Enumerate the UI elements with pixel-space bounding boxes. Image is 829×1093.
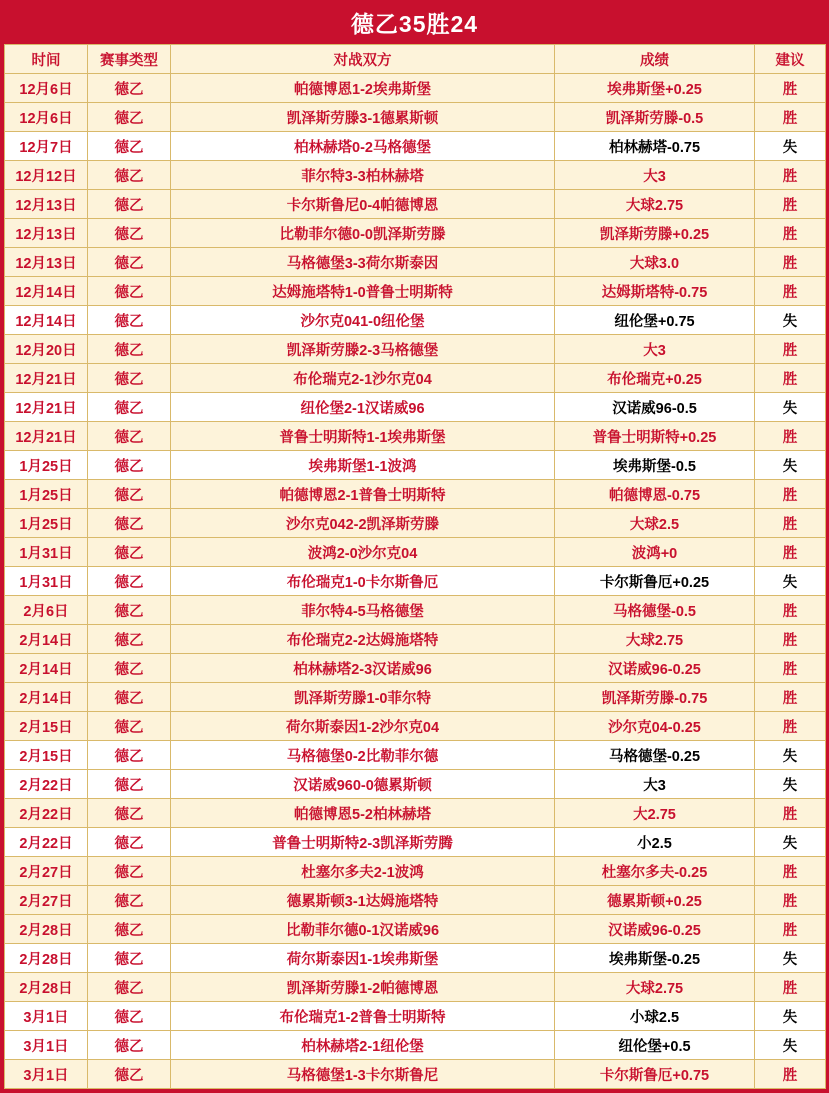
cell-advice: 胜 bbox=[755, 190, 826, 219]
cell-advice: 失 bbox=[755, 567, 826, 596]
table-row bbox=[5, 741, 826, 770]
cell-advice: 胜 bbox=[755, 364, 826, 393]
column-header-date: 时间 bbox=[5, 45, 88, 74]
cell-score: 大3 bbox=[555, 335, 755, 364]
cell-score: 埃弗斯堡+0.25 bbox=[555, 74, 755, 103]
cell-date: 12月14日 bbox=[5, 306, 88, 335]
cell-match: 普鲁士明斯特1-1埃弗斯堡 bbox=[171, 422, 555, 451]
cell-match: 布伦瑞克2-2达姆施塔特 bbox=[171, 625, 555, 654]
cell-date: 12月20日 bbox=[5, 335, 88, 364]
cell-advice: 胜 bbox=[755, 538, 826, 567]
cell-type: 德乙 bbox=[88, 944, 171, 973]
cell-date: 12月14日 bbox=[5, 277, 88, 306]
cell-match: 埃弗斯堡1-1波鸿 bbox=[171, 451, 555, 480]
cell-advice: 失 bbox=[755, 306, 826, 335]
cell-match: 帕德博恩5-2柏林赫塔 bbox=[171, 799, 555, 828]
cell-advice: 失 bbox=[755, 132, 826, 161]
cell-match: 柏林赫塔2-3汉诺威96 bbox=[171, 654, 555, 683]
cell-type: 德乙 bbox=[88, 1031, 171, 1060]
cell-match: 普鲁士明斯特2-3凯泽斯劳腾 bbox=[171, 828, 555, 857]
cell-advice: 胜 bbox=[755, 915, 826, 944]
cell-match: 帕德博恩1-2埃弗斯堡 bbox=[171, 74, 555, 103]
cell-advice: 胜 bbox=[755, 219, 826, 248]
cell-match: 沙尔克042-2凯泽斯劳滕 bbox=[171, 509, 555, 538]
cell-match: 达姆施塔特1-0普鲁士明斯特 bbox=[171, 277, 555, 306]
cell-date: 12月21日 bbox=[5, 393, 88, 422]
cell-match: 比勒菲尔德0-1汉诺威96 bbox=[171, 915, 555, 944]
cell-match: 凯泽斯劳滕1-2帕德博恩 bbox=[171, 973, 555, 1002]
cell-match: 布伦瑞克2-1沙尔克04 bbox=[171, 364, 555, 393]
cell-match: 荷尔斯泰因1-2沙尔克04 bbox=[171, 712, 555, 741]
cell-score: 大球2.75 bbox=[555, 973, 755, 1002]
cell-advice: 胜 bbox=[755, 857, 826, 886]
table-row bbox=[5, 770, 826, 799]
cell-score: 凯泽斯劳滕-0.5 bbox=[555, 103, 755, 132]
table-row bbox=[5, 132, 826, 161]
cell-type: 德乙 bbox=[88, 973, 171, 1002]
cell-score: 纽伦堡+0.5 bbox=[555, 1031, 755, 1060]
cell-type: 德乙 bbox=[88, 596, 171, 625]
cell-type: 德乙 bbox=[88, 74, 171, 103]
cell-date: 2月15日 bbox=[5, 741, 88, 770]
cell-date: 1月31日 bbox=[5, 567, 88, 596]
cell-type: 德乙 bbox=[88, 625, 171, 654]
column-header-score: 成绩 bbox=[555, 45, 755, 74]
cell-score: 马格德堡-0.5 bbox=[555, 596, 755, 625]
cell-date: 2月14日 bbox=[5, 654, 88, 683]
cell-type: 德乙 bbox=[88, 132, 171, 161]
cell-match: 布伦瑞克1-2普鲁士明斯特 bbox=[171, 1002, 555, 1031]
table-row bbox=[5, 654, 826, 683]
cell-advice: 失 bbox=[755, 741, 826, 770]
table-body bbox=[5, 74, 826, 1089]
cell-advice: 胜 bbox=[755, 509, 826, 538]
cell-score: 埃弗斯堡-0.25 bbox=[555, 944, 755, 973]
cell-score: 德累斯顿+0.25 bbox=[555, 886, 755, 915]
cell-type: 德乙 bbox=[88, 451, 171, 480]
cell-advice: 失 bbox=[755, 770, 826, 799]
cell-advice: 胜 bbox=[755, 103, 826, 132]
cell-advice: 胜 bbox=[755, 683, 826, 712]
column-header-match: 对战双方 bbox=[171, 45, 555, 74]
table-row bbox=[5, 1031, 826, 1060]
table-row bbox=[5, 625, 826, 654]
cell-type: 德乙 bbox=[88, 799, 171, 828]
table-row bbox=[5, 364, 826, 393]
cell-score: 大2.75 bbox=[555, 799, 755, 828]
cell-date: 12月7日 bbox=[5, 132, 88, 161]
cell-date: 2月14日 bbox=[5, 625, 88, 654]
cell-date: 2月28日 bbox=[5, 944, 88, 973]
results-table bbox=[4, 44, 826, 1089]
cell-score: 卡尔斯鲁厄+0.75 bbox=[555, 1060, 755, 1089]
cell-match: 柏林赫塔2-1纽伦堡 bbox=[171, 1031, 555, 1060]
cell-score: 埃弗斯堡-0.5 bbox=[555, 451, 755, 480]
table-row bbox=[5, 538, 826, 567]
cell-match: 卡尔斯鲁尼0-4帕德博恩 bbox=[171, 190, 555, 219]
cell-advice: 失 bbox=[755, 1002, 826, 1031]
table-row bbox=[5, 596, 826, 625]
column-header-type: 赛事类型 bbox=[88, 45, 171, 74]
cell-score: 汉诺威96-0.5 bbox=[555, 393, 755, 422]
cell-type: 德乙 bbox=[88, 161, 171, 190]
cell-advice: 胜 bbox=[755, 886, 826, 915]
cell-advice: 失 bbox=[755, 944, 826, 973]
cell-date: 3月1日 bbox=[5, 1031, 88, 1060]
cell-date: 12月21日 bbox=[5, 422, 88, 451]
table-row bbox=[5, 248, 826, 277]
cell-date: 2月22日 bbox=[5, 828, 88, 857]
table-row bbox=[5, 219, 826, 248]
table-row bbox=[5, 944, 826, 973]
table-header bbox=[5, 45, 826, 74]
table-row bbox=[5, 567, 826, 596]
cell-match: 马格德堡0-2比勒菲尔德 bbox=[171, 741, 555, 770]
cell-match: 沙尔克041-0纽伦堡 bbox=[171, 306, 555, 335]
cell-date: 12月13日 bbox=[5, 190, 88, 219]
cell-score: 小2.5 bbox=[555, 828, 755, 857]
table-row bbox=[5, 161, 826, 190]
cell-date: 12月6日 bbox=[5, 103, 88, 132]
cell-type: 德乙 bbox=[88, 509, 171, 538]
cell-date: 3月1日 bbox=[5, 1002, 88, 1031]
cell-type: 德乙 bbox=[88, 393, 171, 422]
cell-match: 德累斯顿3-1达姆施塔特 bbox=[171, 886, 555, 915]
cell-type: 德乙 bbox=[88, 915, 171, 944]
cell-match: 马格德堡1-3卡尔斯鲁尼 bbox=[171, 1060, 555, 1089]
cell-score: 达姆斯塔特-0.75 bbox=[555, 277, 755, 306]
cell-match: 菲尔特3-3柏林赫塔 bbox=[171, 161, 555, 190]
cell-advice: 失 bbox=[755, 1031, 826, 1060]
cell-type: 德乙 bbox=[88, 306, 171, 335]
cell-type: 德乙 bbox=[88, 480, 171, 509]
cell-date: 3月1日 bbox=[5, 1060, 88, 1089]
cell-type: 德乙 bbox=[88, 886, 171, 915]
cell-score: 大3 bbox=[555, 161, 755, 190]
cell-type: 德乙 bbox=[88, 857, 171, 886]
cell-advice: 胜 bbox=[755, 799, 826, 828]
cell-date: 2月14日 bbox=[5, 683, 88, 712]
cell-date: 2月6日 bbox=[5, 596, 88, 625]
cell-type: 德乙 bbox=[88, 422, 171, 451]
cell-type: 德乙 bbox=[88, 103, 171, 132]
table-row bbox=[5, 886, 826, 915]
cell-advice: 失 bbox=[755, 828, 826, 857]
cell-advice: 胜 bbox=[755, 596, 826, 625]
cell-date: 1月31日 bbox=[5, 538, 88, 567]
cell-score: 小球2.5 bbox=[555, 1002, 755, 1031]
cell-date: 2月28日 bbox=[5, 973, 88, 1002]
cell-date: 12月6日 bbox=[5, 74, 88, 103]
cell-type: 德乙 bbox=[88, 538, 171, 567]
cell-date: 2月27日 bbox=[5, 857, 88, 886]
table-row bbox=[5, 1060, 826, 1089]
cell-advice: 胜 bbox=[755, 248, 826, 277]
table-row bbox=[5, 857, 826, 886]
column-header-advice: 建议 bbox=[755, 45, 826, 74]
cell-score: 汉诺威96-0.25 bbox=[555, 915, 755, 944]
cell-match: 凯泽斯劳滕1-0菲尔特 bbox=[171, 683, 555, 712]
cell-date: 12月13日 bbox=[5, 219, 88, 248]
table-row bbox=[5, 190, 826, 219]
table-row bbox=[5, 915, 826, 944]
cell-score: 大球3.0 bbox=[555, 248, 755, 277]
cell-advice: 胜 bbox=[755, 422, 826, 451]
cell-advice: 失 bbox=[755, 451, 826, 480]
cell-date: 2月28日 bbox=[5, 915, 88, 944]
cell-date: 2月27日 bbox=[5, 886, 88, 915]
cell-date: 12月12日 bbox=[5, 161, 88, 190]
cell-type: 德乙 bbox=[88, 1060, 171, 1089]
table-row bbox=[5, 393, 826, 422]
cell-type: 德乙 bbox=[88, 683, 171, 712]
cell-type: 德乙 bbox=[88, 828, 171, 857]
cell-score: 大球2.75 bbox=[555, 625, 755, 654]
table-row bbox=[5, 712, 826, 741]
cell-type: 德乙 bbox=[88, 770, 171, 799]
cell-match: 杜塞尔多夫2-1波鸿 bbox=[171, 857, 555, 886]
table-row bbox=[5, 103, 826, 132]
cell-match: 帕德博恩2-1普鲁士明斯特 bbox=[171, 480, 555, 509]
cell-advice: 胜 bbox=[755, 335, 826, 364]
cell-score: 波鸿+0 bbox=[555, 538, 755, 567]
cell-match: 波鸿2-0沙尔克04 bbox=[171, 538, 555, 567]
cell-type: 德乙 bbox=[88, 248, 171, 277]
cell-date: 12月21日 bbox=[5, 364, 88, 393]
cell-score: 纽伦堡+0.75 bbox=[555, 306, 755, 335]
cell-date: 2月15日 bbox=[5, 712, 88, 741]
cell-match: 比勒菲尔德0-0凯泽斯劳滕 bbox=[171, 219, 555, 248]
cell-score: 沙尔克04-0.25 bbox=[555, 712, 755, 741]
cell-match: 凯泽斯劳滕3-1德累斯顿 bbox=[171, 103, 555, 132]
cell-score: 柏林赫塔-0.75 bbox=[555, 132, 755, 161]
table-row bbox=[5, 799, 826, 828]
cell-score: 大球2.5 bbox=[555, 509, 755, 538]
cell-score: 卡尔斯鲁厄+0.25 bbox=[555, 567, 755, 596]
cell-advice: 胜 bbox=[755, 161, 826, 190]
page-title: 德乙35胜24 bbox=[4, 4, 825, 44]
cell-score: 布伦瑞克+0.25 bbox=[555, 364, 755, 393]
table-row bbox=[5, 509, 826, 538]
table-row bbox=[5, 480, 826, 509]
cell-score: 杜塞尔多夫-0.25 bbox=[555, 857, 755, 886]
table-row bbox=[5, 74, 826, 103]
cell-match: 荷尔斯泰因1-1埃弗斯堡 bbox=[171, 944, 555, 973]
cell-type: 德乙 bbox=[88, 654, 171, 683]
cell-match: 布伦瑞克1-0卡尔斯鲁厄 bbox=[171, 567, 555, 596]
cell-score: 凯泽斯劳滕-0.75 bbox=[555, 683, 755, 712]
cell-advice: 胜 bbox=[755, 712, 826, 741]
cell-type: 德乙 bbox=[88, 277, 171, 306]
table-row bbox=[5, 683, 826, 712]
cell-advice: 胜 bbox=[755, 277, 826, 306]
table-row bbox=[5, 335, 826, 364]
table-row bbox=[5, 277, 826, 306]
cell-score: 汉诺威96-0.25 bbox=[555, 654, 755, 683]
table-row bbox=[5, 1002, 826, 1031]
cell-advice: 胜 bbox=[755, 480, 826, 509]
cell-type: 德乙 bbox=[88, 364, 171, 393]
table-row bbox=[5, 828, 826, 857]
cell-type: 德乙 bbox=[88, 741, 171, 770]
cell-date: 1月25日 bbox=[5, 509, 88, 538]
table-row bbox=[5, 973, 826, 1002]
cell-match: 纽伦堡2-1汉诺威96 bbox=[171, 393, 555, 422]
cell-advice: 胜 bbox=[755, 74, 826, 103]
cell-match: 汉诺威960-0德累斯顿 bbox=[171, 770, 555, 799]
cell-type: 德乙 bbox=[88, 190, 171, 219]
cell-type: 德乙 bbox=[88, 712, 171, 741]
cell-match: 凯泽斯劳滕2-3马格德堡 bbox=[171, 335, 555, 364]
cell-score: 帕德博恩-0.75 bbox=[555, 480, 755, 509]
cell-advice: 胜 bbox=[755, 1060, 826, 1089]
cell-date: 1月25日 bbox=[5, 480, 88, 509]
cell-date: 12月13日 bbox=[5, 248, 88, 277]
cell-score: 大3 bbox=[555, 770, 755, 799]
cell-score: 凯泽斯劳滕+0.25 bbox=[555, 219, 755, 248]
table-row bbox=[5, 306, 826, 335]
table-row bbox=[5, 422, 826, 451]
cell-date: 1月25日 bbox=[5, 451, 88, 480]
cell-type: 德乙 bbox=[88, 1002, 171, 1031]
cell-advice: 失 bbox=[755, 393, 826, 422]
cell-score: 普鲁士明斯特+0.25 bbox=[555, 422, 755, 451]
cell-type: 德乙 bbox=[88, 335, 171, 364]
header-row bbox=[5, 45, 826, 74]
cell-type: 德乙 bbox=[88, 219, 171, 248]
table-row bbox=[5, 451, 826, 480]
cell-match: 马格德堡3-3荷尔斯泰因 bbox=[171, 248, 555, 277]
cell-type: 德乙 bbox=[88, 567, 171, 596]
cell-match: 菲尔特4-5马格德堡 bbox=[171, 596, 555, 625]
cell-advice: 胜 bbox=[755, 973, 826, 1002]
cell-date: 2月22日 bbox=[5, 799, 88, 828]
cell-advice: 胜 bbox=[755, 654, 826, 683]
cell-score: 大球2.75 bbox=[555, 190, 755, 219]
cell-score: 马格德堡-0.25 bbox=[555, 741, 755, 770]
cell-date: 2月22日 bbox=[5, 770, 88, 799]
cell-match: 柏林赫塔0-2马格德堡 bbox=[171, 132, 555, 161]
cell-advice: 胜 bbox=[755, 625, 826, 654]
